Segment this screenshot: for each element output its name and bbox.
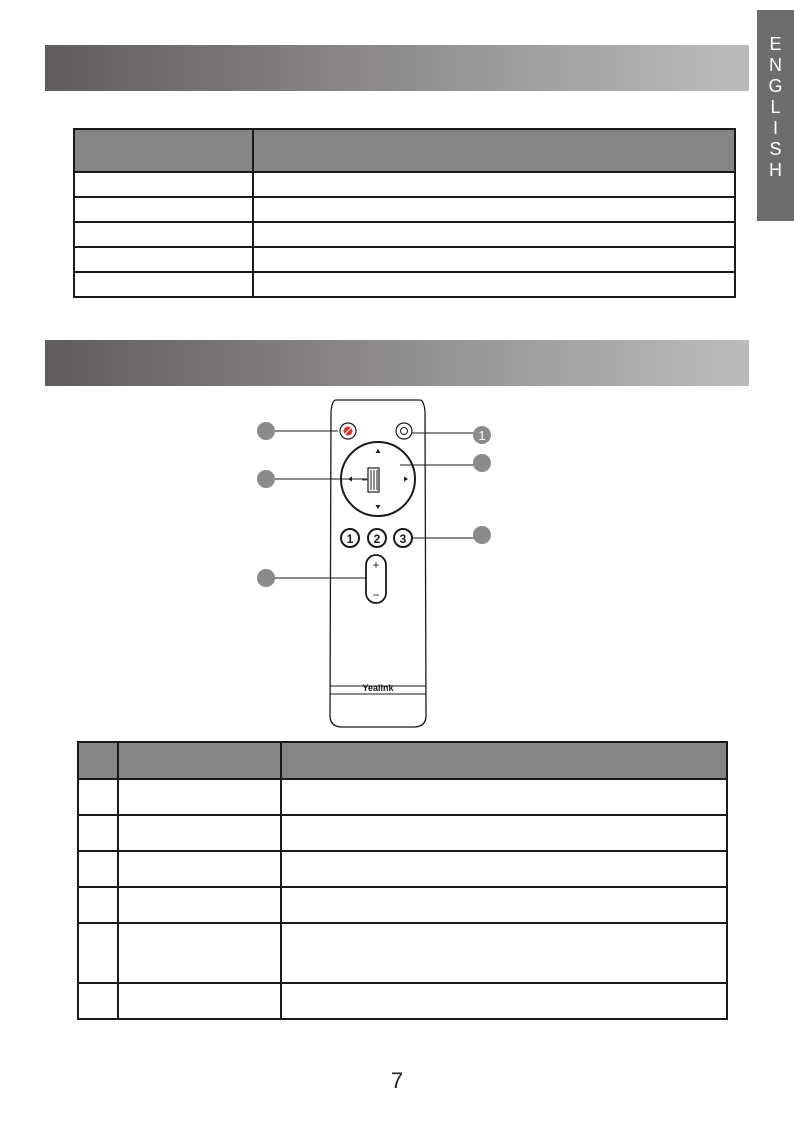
power-button	[396, 423, 412, 439]
table-row	[78, 815, 727, 851]
mute-button	[340, 423, 356, 439]
language-letter: L	[770, 97, 781, 117]
language-letter: H	[769, 160, 782, 180]
remote-control-diagram	[254, 392, 494, 732]
preset-key-2	[368, 529, 386, 547]
language-letter: N	[769, 55, 782, 75]
table-row	[78, 779, 727, 815]
table-row	[74, 222, 735, 247]
table-row	[78, 983, 727, 1019]
table-row	[74, 247, 735, 272]
callout	[257, 422, 338, 440]
preset-key-1	[341, 529, 359, 547]
page-number: 7	[390, 1068, 404, 1093]
table-row	[74, 172, 735, 197]
table-row	[78, 851, 727, 887]
table-row	[78, 887, 727, 923]
table-header-row	[78, 742, 727, 779]
table-row	[74, 197, 735, 222]
table-row	[78, 923, 727, 983]
remote-keys-table	[77, 741, 728, 1020]
svg-text:2: 2	[373, 532, 381, 546]
preset-key-3	[394, 529, 412, 547]
table-row	[74, 272, 735, 297]
volume-rocker	[366, 555, 386, 603]
section-banner	[45, 340, 749, 386]
brand-logo: Yealink	[362, 683, 394, 693]
language-tab	[757, 10, 794, 221]
svg-text:3: 3	[399, 532, 407, 546]
language-letter: G	[768, 76, 783, 96]
language-letter: S	[769, 139, 782, 159]
svg-text:−: −	[372, 588, 380, 602]
svg-text:1: 1	[478, 428, 486, 443]
language-letter: I	[772, 118, 778, 138]
svg-text:1: 1	[346, 532, 354, 546]
language-letter: E	[769, 34, 782, 54]
table-header-row	[74, 129, 735, 172]
section-banner	[45, 45, 749, 91]
specs-table	[73, 128, 736, 298]
svg-text:+: +	[372, 558, 380, 572]
